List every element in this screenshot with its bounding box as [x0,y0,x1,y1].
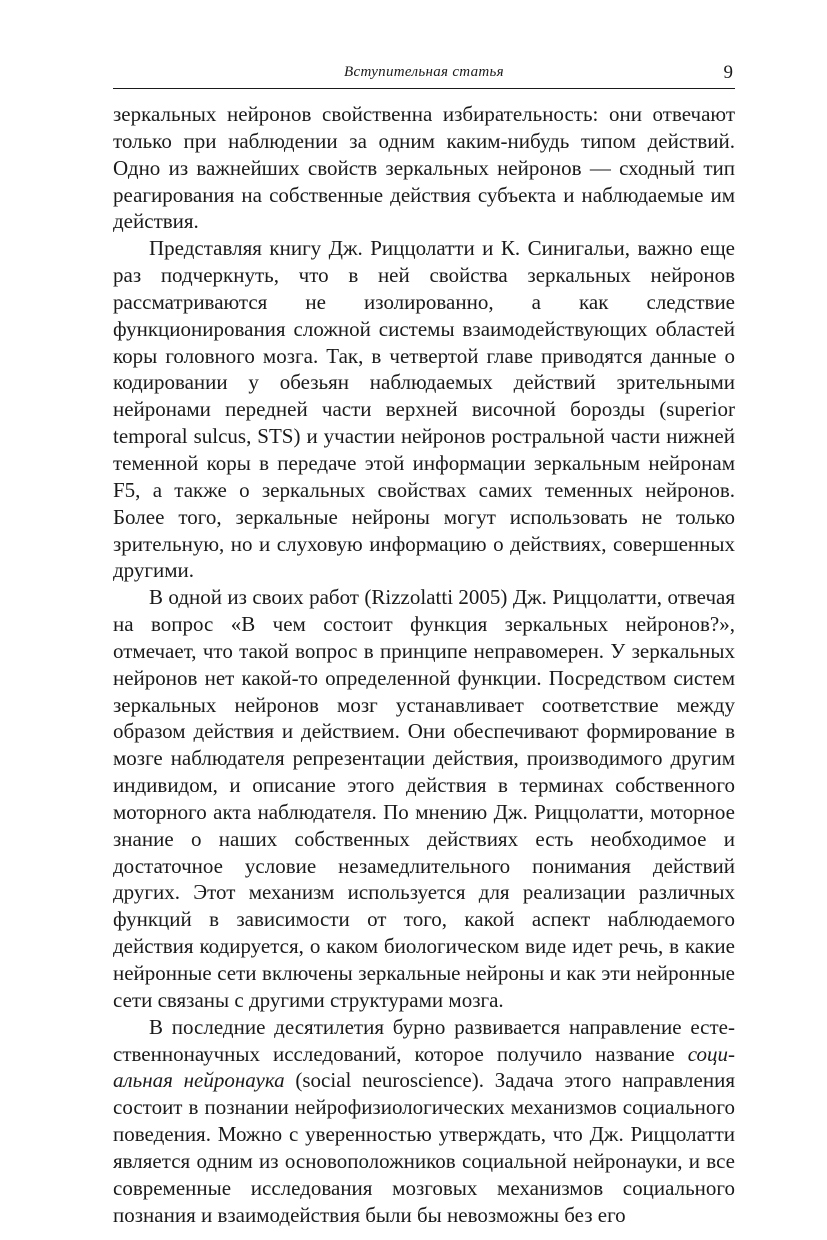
paragraph-text-before-term: В последние десятилетия бурно развивается направление естественнонаучных исследований, которое получило название [113,1014,735,1066]
paragraph-mirror-neuron-function: В одной из своих работ (Rizzolatti 2005) Дж. Риццолатти, отвечая на вопрос «В чем состоит функция зеркальных нейронов?», отмечает, что такой вопрос в принципе неправомерен. У зеркальных нейронов нет какой-то определенной функции. Посредством систем зеркальных нейронов мозг устанавливает соответствие между образом действия и действием. Они обеспечивают формирование в мозге наблюдателя репрезентации действия, производимого другим индивидом, и описание этого действия в терминах собственного моторного акта наблюдателя. По мнению Дж. Риццолатти, моторное знание о наших собственных действиях есть необходимое и достаточное условие незамедлительного понимания действий других. Этот механизм используется для реализации различных функций в зависимости от того, какой аспект наблюдаемого действия кодируется, о каком биологическом виде идет речь, в какие нейронные сети включены зеркальные нейроны и как эти нейронные сети связаны с другими структурами мозга. [113,585,735,1012]
paragraph-social-neuroscience [113,1014,735,1229]
header-rule [113,88,735,89]
paragraph-continued: зеркальных нейронов свойственна избирательность: они отвечают только при наблюдении за одним каким-нибудь типом действий. Одно из важнейших свойств зеркальных нейронов — сходный тип реагирования на собственные действия субъекта и наблюдаемые им действия. [113,102,735,234]
body-text [113,101,735,1228]
running-header [113,62,735,86]
running-title: Вступительная статья [344,64,504,80]
paragraph-text-after-term: (social neuroscience). Задача этого направления состоит в познании нейрофизиологических механизмов социального поведения. Можно с уверенностью утверждать, что Дж. Риццолатти является одним из основоположников социальной нейронауки, и все современные исследования мозговых механизмов социального познания и взаимодействия были бы невозможны без его [113,1068,735,1227]
paragraph-book-introduction: Представляя книгу Дж. Риццолатти и К. Синигальи, важно еще раз подчеркнуть, что в ней свойства зеркальных нейронов рассматриваются не изолированно, а как следствие функционирования сложной системы взаимодействующих областей коры головного мозга. Так, в четвертой главе приводятся данные о кодировании у обезьян наблюдаемых действий зрительными нейронами передней части верхней височной борозды (superior temporal sulcus, STS) и участии нейронов ростральной части нижней теменной коры в передаче этой информации зеркальным нейронам F5, а также о зеркальных свойствах самих теменных нейронов. Более того, зеркальные нейроны могут использовать не только зрительную, но и слуховую информацию о действиях, совершенных другими. [113,236,735,583]
page-number: 9 [723,62,733,83]
italic-term-social-neuroscience: социальная нейронаука [113,1041,735,1093]
